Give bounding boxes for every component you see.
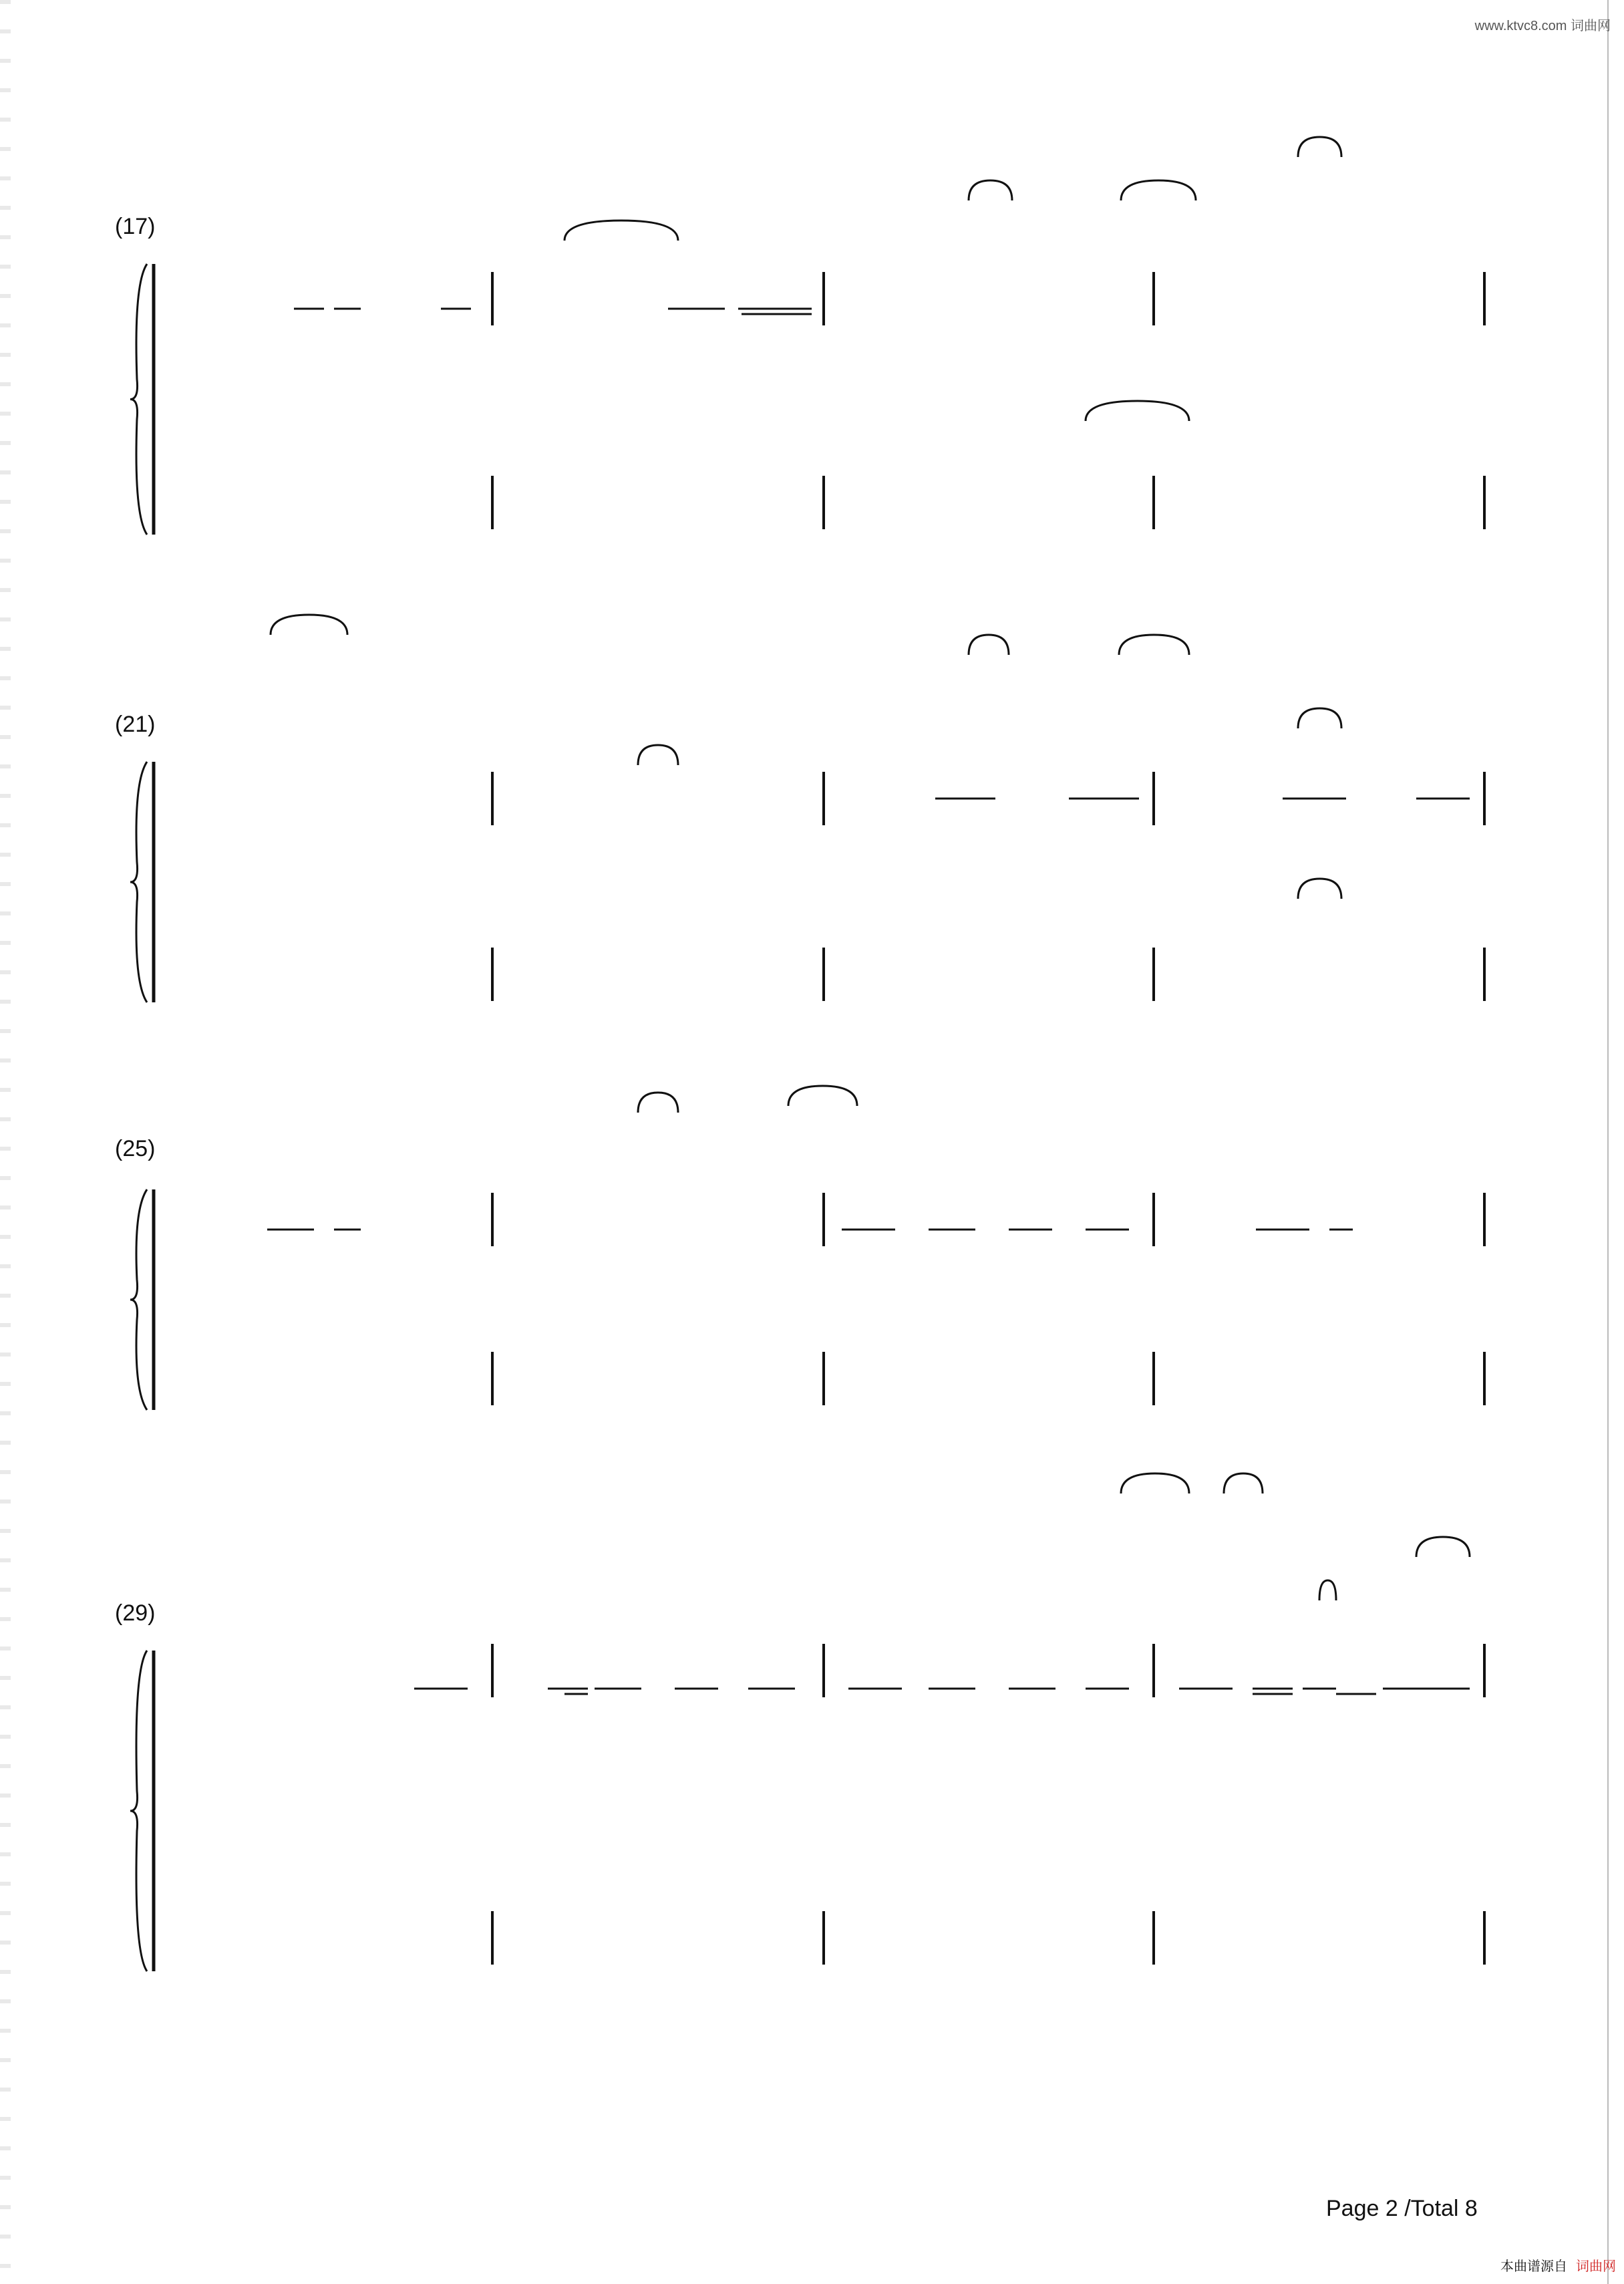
- measure-label: (17): [115, 214, 156, 239]
- tie-arc: [1416, 1537, 1470, 1557]
- tie-arc: [1298, 137, 1341, 157]
- tie-arc: [1086, 401, 1189, 421]
- tie-arc: [1298, 879, 1341, 899]
- system-brace: [130, 1189, 147, 1410]
- page-indicator: Page 2 /Total 8: [1326, 2196, 1478, 2221]
- tie-arc: [969, 180, 1012, 200]
- tie-arc: [564, 221, 678, 241]
- measure-label: (21): [115, 712, 156, 737]
- system-brace: [130, 762, 147, 1002]
- tie-arc: [1298, 708, 1341, 728]
- tie-arc: [1121, 180, 1196, 200]
- measure-label: (29): [115, 1600, 156, 1626]
- system-brace: [130, 1651, 147, 1971]
- system-brace: [130, 264, 147, 535]
- source-brand[interactable]: 词曲网: [1576, 2259, 1616, 2274]
- tie-arc: [638, 745, 678, 765]
- measure-label: (25): [115, 1136, 156, 1161]
- tie-arc: [788, 1086, 857, 1106]
- tie-arc: [1224, 1473, 1263, 1493]
- tie-arc: [969, 635, 1009, 655]
- tie-arc: [638, 1093, 678, 1113]
- tie-arc: [271, 615, 347, 635]
- tie-arc: [1319, 1580, 1336, 1600]
- tie-arc: [1119, 635, 1189, 655]
- site-header[interactable]: www.ktvc8.com 词曲网: [1474, 19, 1611, 33]
- tie-arc: [1121, 1473, 1189, 1493]
- source-label: 本曲谱源自: [1500, 2259, 1567, 2274]
